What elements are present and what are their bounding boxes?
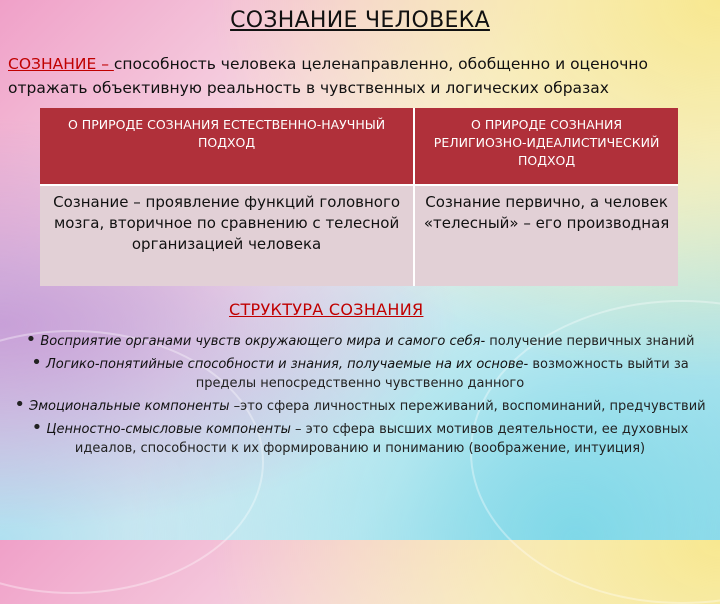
list-item-text: возможность выйти за пределы непосредственно чувственно данного (195, 357, 689, 391)
bullet-icon: • (31, 417, 43, 438)
table-cell-natural-science: Сознание – проявление функций головного мозга, вторичное по сравнению с телесной организацией человека (40, 185, 414, 286)
list-item-text: получение первичных знаний (485, 334, 695, 349)
comparison-table (40, 108, 678, 286)
bullet-icon: • (14, 394, 26, 415)
list-item-term: Логико-понятийные способности и знания, получаемые на их основе- (46, 357, 529, 372)
list-item-text: – это сфера высших мотивов деятельности, ее духовных идеалов, способности к их формированию и пониманию (воображение, интуиция) (74, 422, 689, 456)
page-title: СОЗНАНИЕ ЧЕЛОВЕКА (230, 8, 490, 33)
definition-term: СОЗНАНИЕ – (8, 55, 114, 73)
bullet-icon: • (25, 329, 37, 350)
table-header-religious-idealistic: О ПРИРОДЕ СОЗНАНИЯ РЕЛИГИОЗНО-ИДЕАЛИСТИЧЕСКИЙ ПОДХОД (414, 108, 678, 185)
bullet-icon: • (31, 352, 42, 373)
list-item-term: Эмоциональные компоненты (29, 399, 230, 414)
definition (8, 52, 714, 100)
list-item-text: –это сфера личностных переживаний, воспоминаний, предчувствий (229, 399, 706, 414)
structure-title: СТРУКТУРА СОЗНАНИЯ (229, 300, 424, 319)
list-item (8, 418, 712, 458)
list-item-term: Восприятие органами чувств окружающего мира и самого себя- (40, 334, 486, 349)
list-item-term: Ценностно-смысловые компоненты (46, 422, 291, 437)
structure-list (8, 330, 712, 460)
list-item (8, 330, 712, 351)
definition-text: способность человека целенаправленно, обобщенно и оценочно отражать объективную реальность в чувственных и логических образах (8, 55, 649, 97)
table-cell-religious-idealistic: Сознание первично, а человек «телесный» – его производная (414, 185, 678, 286)
list-item (8, 353, 712, 393)
list-item (8, 395, 712, 416)
table-header-natural-science: О ПРИРОДЕ СОЗНАНИЯ ЕСТЕСТВЕННО-НАУЧНЫЙ ПОДХОД (40, 108, 414, 185)
